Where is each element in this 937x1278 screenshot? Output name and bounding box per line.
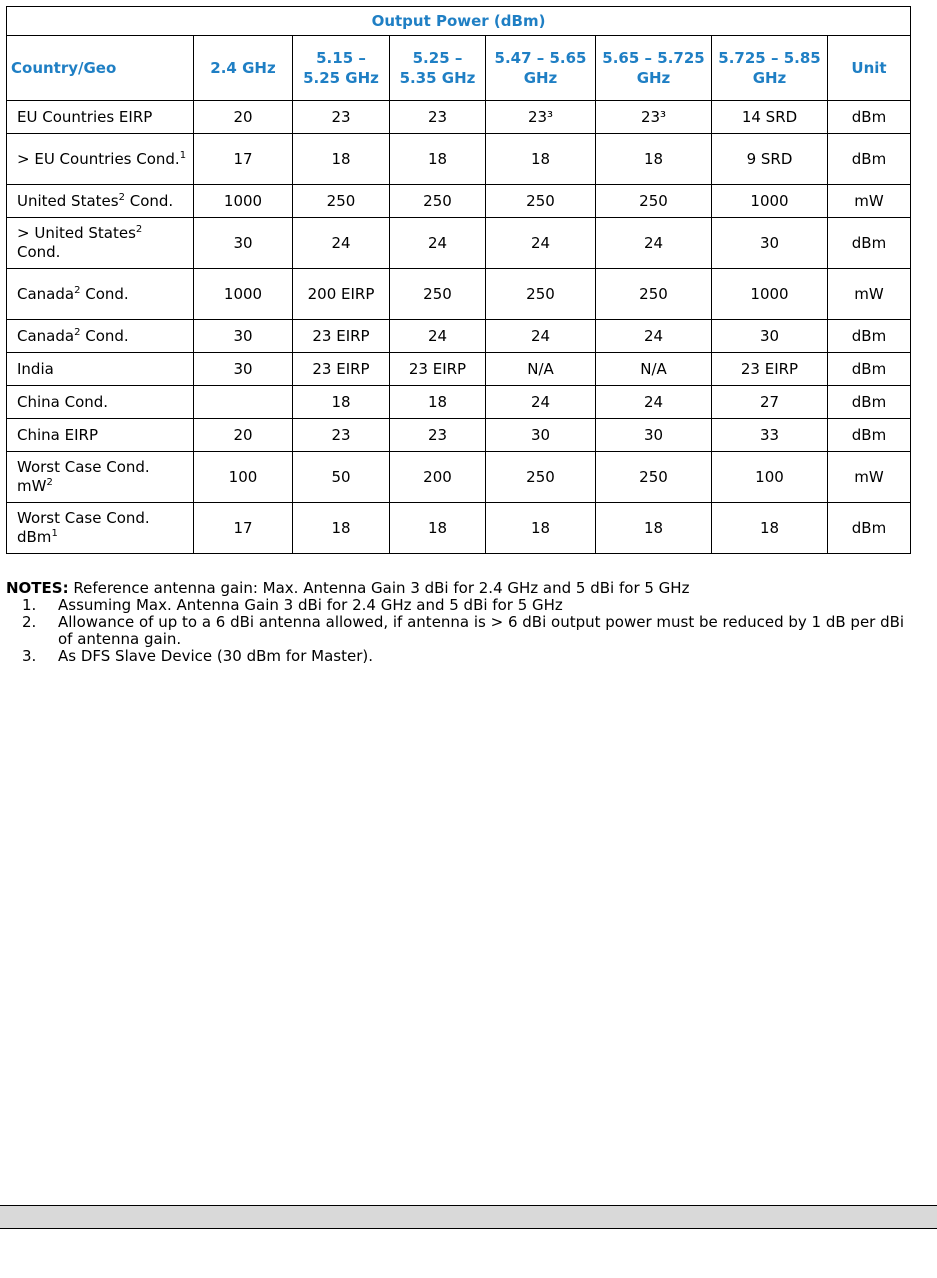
table-row <box>7 353 911 386</box>
geo-cell <box>7 134 194 185</box>
geo-cell <box>7 386 194 419</box>
table-row <box>7 320 911 353</box>
unit-cell: mW <box>828 185 911 218</box>
geo-cell <box>7 353 194 386</box>
geo-label-suffix: Cond. <box>80 284 129 303</box>
value-cell: 18 <box>390 503 486 554</box>
value-cell: 24 <box>596 218 712 269</box>
geo-cell <box>7 185 194 218</box>
table-row <box>7 269 911 320</box>
value-cell: 30 <box>712 218 828 269</box>
unit-cell: dBm <box>828 134 911 185</box>
geo-label: EU Countries EIRP <box>17 107 153 126</box>
unit-cell: dBm <box>828 419 911 452</box>
note-item <box>6 614 910 648</box>
unit-cell: dBm <box>828 386 911 419</box>
value-cell: 250 <box>486 452 596 503</box>
value-cell: 23³ <box>486 101 596 134</box>
value-cell: 24 <box>486 218 596 269</box>
value-cell: 18 <box>486 134 596 185</box>
value-cell: 250 <box>293 185 390 218</box>
geo-label: Canada <box>17 326 75 345</box>
notes-lead <box>6 580 910 597</box>
table-row <box>7 185 911 218</box>
value-cell: 23 <box>293 101 390 134</box>
value-cell: 18 <box>390 386 486 419</box>
footnote-ref: 2 <box>118 191 125 203</box>
value-cell: 20 <box>194 101 293 134</box>
value-cell: 9 SRD <box>712 134 828 185</box>
value-cell: N/A <box>486 353 596 386</box>
footnote-ref: 1 <box>51 528 58 539</box>
unit-cell: dBm <box>828 101 911 134</box>
geo-label: > United States <box>17 224 136 242</box>
value-cell: 250 <box>596 452 712 503</box>
value-cell: 250 <box>390 185 486 218</box>
value-cell: 250 <box>486 185 596 218</box>
column-header: 2.4 GHz <box>194 36 293 101</box>
note-text: Allowance of up to a 6 dBi antenna allowed, if antenna is > 6 dBi output power must be reduced by 1 dB per dBi of antenna gain. <box>58 613 905 648</box>
value-cell <box>194 386 293 419</box>
value-cell: 24 <box>390 320 486 353</box>
footnote-ref: 2 <box>74 326 81 338</box>
table-row <box>7 419 911 452</box>
value-cell: 18 <box>293 134 390 185</box>
value-cell: 24 <box>390 218 486 269</box>
value-cell: 250 <box>596 185 712 218</box>
table-body <box>7 101 911 554</box>
table-row <box>7 386 911 419</box>
geo-label: Canada <box>17 284 75 303</box>
geo-label-suffix: Cond. <box>80 326 129 345</box>
table-row <box>7 134 911 185</box>
geo-cell <box>7 320 194 353</box>
column-header: 5.15 – 5.25 GHz <box>293 36 390 101</box>
footnote-ref: 2 <box>46 477 53 488</box>
value-cell: 200 EIRP <box>293 269 390 320</box>
value-cell: 30 <box>486 419 596 452</box>
output-power-table <box>6 6 911 554</box>
value-cell: 23 EIRP <box>390 353 486 386</box>
notes-section <box>6 580 910 665</box>
geo-label: > EU Countries Cond. <box>17 149 180 168</box>
value-cell: 50 <box>293 452 390 503</box>
value-cell: 24 <box>293 218 390 269</box>
value-cell: 250 <box>486 269 596 320</box>
column-header: 5.725 – 5.85 GHz <box>712 36 828 101</box>
column-header: 5.47 – 5.65 GHz <box>486 36 596 101</box>
value-cell: 24 <box>486 386 596 419</box>
value-cell: 1000 <box>712 185 828 218</box>
column-header: 5.25 – 5.35 GHz <box>390 36 486 101</box>
value-cell: 14 SRD <box>712 101 828 134</box>
unit-cell: mW <box>828 269 911 320</box>
value-cell: 17 <box>194 503 293 554</box>
notes-lead-text: Reference antenna gain: Max. Antenna Gain 3 dBi for 2.4 GHz and 5 dBi for 5 GHz <box>68 579 690 597</box>
value-cell: 27 <box>712 386 828 419</box>
note-number: 1. <box>22 596 37 614</box>
value-cell: 23 EIRP <box>293 320 390 353</box>
value-cell: 18 <box>293 503 390 554</box>
note-text: As DFS Slave Device (30 dBm for Master). <box>58 647 374 665</box>
table-title-row <box>7 7 911 36</box>
value-cell: 1000 <box>712 269 828 320</box>
unit-cell: dBm <box>828 353 911 386</box>
unit-cell: mW <box>828 452 911 503</box>
value-cell: 18 <box>596 503 712 554</box>
notes-label: NOTES: <box>6 579 69 597</box>
value-cell: 23 EIRP <box>293 353 390 386</box>
note-item <box>6 597 910 614</box>
value-cell: 20 <box>194 419 293 452</box>
value-cell: 30 <box>596 419 712 452</box>
value-cell: 30 <box>194 353 293 386</box>
table-row <box>7 218 911 269</box>
table-title: Output Power (dBm) <box>7 7 911 36</box>
table-row <box>7 101 911 134</box>
value-cell: 18 <box>390 134 486 185</box>
geo-label: United States <box>17 191 119 210</box>
value-cell: 33 <box>712 419 828 452</box>
geo-label-suffix: Cond. <box>17 243 61 261</box>
value-cell: 24 <box>596 386 712 419</box>
table-header-row <box>7 36 911 101</box>
value-cell: 18 <box>293 386 390 419</box>
geo-label: China Cond. <box>17 392 109 411</box>
footnote-ref: 2 <box>135 224 143 235</box>
note-number: 2. <box>22 613 37 631</box>
value-cell: N/A <box>596 353 712 386</box>
value-cell: 18 <box>486 503 596 554</box>
value-cell: 23 EIRP <box>712 353 828 386</box>
value-cell: 1000 <box>194 269 293 320</box>
value-cell: 200 <box>390 452 486 503</box>
geo-label: India <box>17 359 54 378</box>
geo-label: China EIRP <box>17 425 98 444</box>
geo-cell <box>7 503 194 554</box>
column-header: 5.65 – 5.725 GHz <box>596 36 712 101</box>
column-header-geo: Country/Geo <box>7 36 194 101</box>
geo-cell <box>7 452 194 503</box>
value-cell: 100 <box>194 452 293 503</box>
footer-bar <box>0 1205 937 1229</box>
value-cell: 18 <box>596 134 712 185</box>
value-cell: 30 <box>712 320 828 353</box>
value-cell: 23 <box>390 419 486 452</box>
value-cell: 24 <box>596 320 712 353</box>
value-cell: 30 <box>194 218 293 269</box>
column-header-unit: Unit <box>828 36 911 101</box>
value-cell: 250 <box>390 269 486 320</box>
footnote-ref: 1 <box>179 149 187 161</box>
geo-cell <box>7 419 194 452</box>
geo-cell <box>7 218 194 269</box>
note-item <box>6 648 910 665</box>
value-cell: 30 <box>194 320 293 353</box>
geo-label: Worst Case Cond. dBm <box>17 509 150 546</box>
footnote-ref: 2 <box>74 284 81 296</box>
table-row <box>7 452 911 503</box>
notes-list <box>6 597 910 665</box>
value-cell: 23 <box>390 101 486 134</box>
geo-label: Worst Case Cond. mW <box>17 458 150 495</box>
value-cell: 23³ <box>596 101 712 134</box>
geo-cell <box>7 101 194 134</box>
note-text: Assuming Max. Antenna Gain 3 dBi for 2.4 GHz and 5 dBi for 5 GHz <box>58 596 563 614</box>
unit-cell: dBm <box>828 503 911 554</box>
geo-label-suffix: Cond. <box>124 191 174 210</box>
geo-cell <box>7 269 194 320</box>
value-cell: 250 <box>596 269 712 320</box>
value-cell: 100 <box>712 452 828 503</box>
value-cell: 23 <box>293 419 390 452</box>
table-row <box>7 503 911 554</box>
value-cell: 17 <box>194 134 293 185</box>
value-cell: 24 <box>486 320 596 353</box>
value-cell: 1000 <box>194 185 293 218</box>
unit-cell: dBm <box>828 320 911 353</box>
unit-cell: dBm <box>828 218 911 269</box>
value-cell: 18 <box>712 503 828 554</box>
note-number: 3. <box>22 647 37 665</box>
